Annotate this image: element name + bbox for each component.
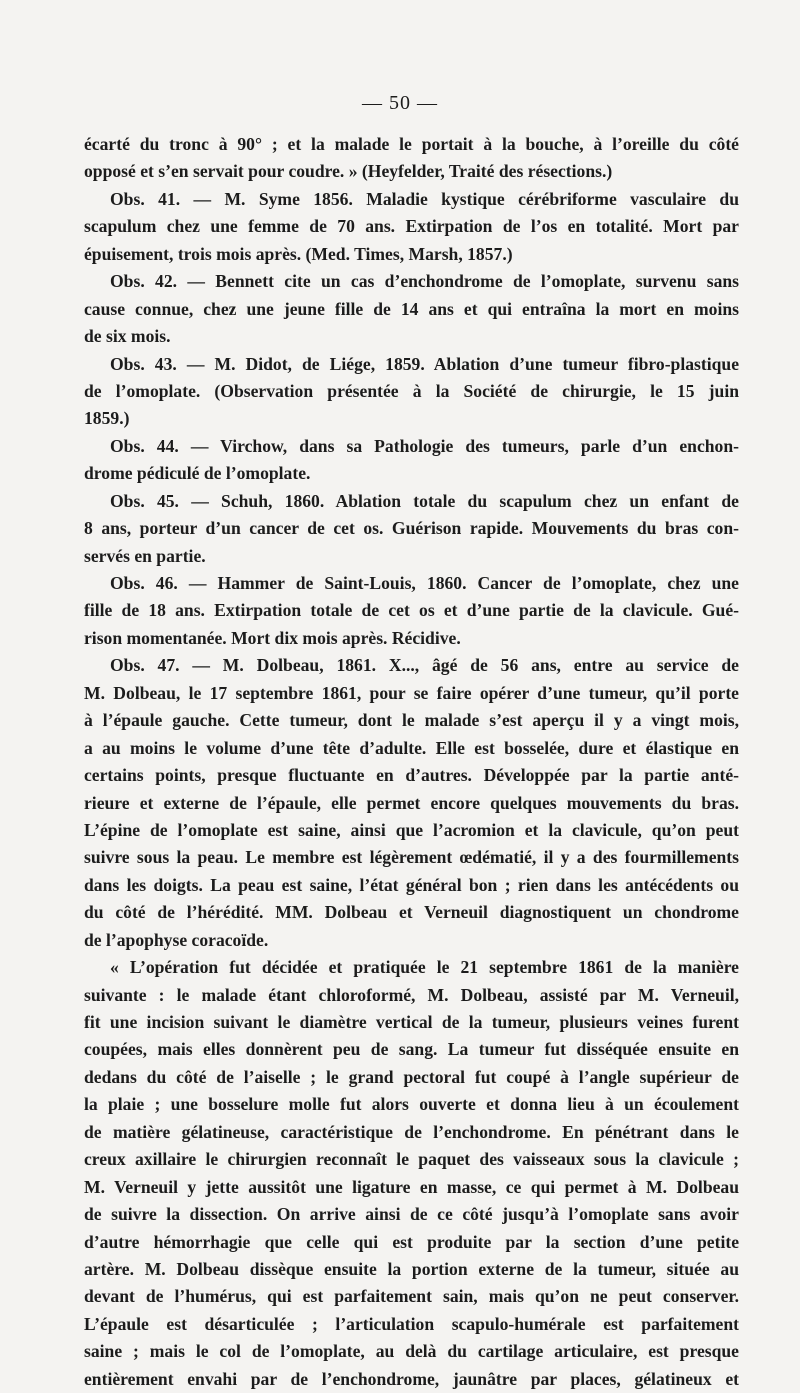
text-line: devant de l’humérus, qui est parfaitement sain, mais qu’on ne peut conserver. [84,1286,739,1307]
text-line: dans les doigts. La peau est saine, l’état général bon ; rien dans les antécédents ou [84,874,739,895]
text-line: servés en partie. [84,545,206,566]
text-line: la plaie ; une bosselure molle fut alors ouverte et donna lieu à un écoulement [84,1094,739,1115]
text-line: « L’opération fut décidée et pratiquée le 21 septembre 1861 de la manière [110,957,739,978]
text-line: Obs. 43. — M. Didot, de Liége, 1859. Ablation d’une tumeur fibro-plastique [110,353,739,374]
text-line: Obs. 45. — Schuh, 1860. Ablation totale du scapulum chez un enfant de [110,490,739,511]
text-line: a au moins le volume d’une tête d’adulte. Elle est bosselée, dure et élastique en [84,737,739,758]
text-line: Obs. 47. — M. Dolbeau, 1861. X..., âgé de 56 ans, entre au service de [110,655,739,676]
text-line: fille de 18 ans. Extirpation totale de cet os et d’une partie de la clavicule. Gué- [84,600,739,621]
text-line: saine ; mais le col de l’omoplate, au delà du cartilage articulaire, est presque [84,1341,739,1362]
text-line: rieure et externe de l’épaule, elle permet encore quelques mouvements du bras. [84,792,739,813]
text-line: du côté de l’hérédité. MM. Dolbeau et Verneuil diagnostiquent un chondrome [84,902,739,923]
text-line: de six mois. [84,326,171,347]
text-line: fit une incision suivant le diamètre vertical de la tumeur, plusieurs veines furent [84,1012,739,1032]
text-line: M. Verneuil y jette aussitôt une ligature en masse, ce qui permet à M. Dolbeau [84,1176,739,1197]
text-line: entièrement envahi par de l’enchondrome, jaunâtre par places, gélatineux et [84,1368,739,1389]
text-line: dedans du côté de l’aiselle ; le grand pectoral fut coupé à l’angle supérieur de [84,1066,739,1087]
text-line: Obs. 41. — M. Syme 1856. Maladie kystique cérébriforme vasculaire du [110,188,739,209]
page-number: — 50 — [362,92,438,114]
text-line: suivante : le malade étant chloroformé, M. Dolbeau, assisté par M. Verneuil, [84,984,739,1005]
text-line: Obs. 46. — Hammer de Saint-Louis, 1860. Cancer de l’omoplate, chez une [110,573,739,593]
text-line: épuisement, trois mois après. (Med. Times, Marsh, 1857.) [84,243,513,264]
text-line: de l’omoplate. (Observation présentée à la Société de chirurgie, le 15 juin [84,380,739,401]
text-line: creux axillaire le chirurgien reconnaît le paquet des vaisseaux sous la clavicule ; [84,1149,739,1170]
text-line: rison momentanée. Mort dix mois après. Récidive. [84,627,461,648]
text-line: opposé et s’en servait pour coudre. » (Heyfelder, Traité des résections.) [84,161,613,182]
text-line: L’épine de l’omoplate est saine, ainsi que l’acromion et la clavicule, qu’on peut [84,819,739,840]
text-line: M. Dolbeau, le 17 septembre 1861, pour se faire opérer d’une tumeur, qu’il porte [84,682,739,703]
text-line: artère. M. Dolbeau dissèque ensuite la portion externe de la tumeur, située au [84,1258,739,1279]
text-line: coupées, mais elles donnèrent peu de sang. La tumeur fut disséquée ensuite en [84,1039,739,1060]
text-line: scapulum chez une femme de 70 ans. Extirpation de l’os en totalité. Mort par [84,216,739,237]
text-line: L’épaule est désarticulée ; l’articulation scapulo-humérale est parfaitement [84,1313,739,1334]
text-line: écarté du tronc à 90° ; et la malade le portait à la bouche, à l’oreille du côté [84,134,739,154]
text-line: de matière gélatineuse, caractéristique de l’enchondrome. En pénétrant dans le [84,1121,739,1142]
body-text [84,131,739,1393]
text-line: drome pédiculé de l’omoplate. [84,463,311,484]
text-line: cause connue, chez une jeune fille de 14 ans et qui entraîna la mort en moins [84,298,739,319]
text-line: certains points, presque fluctuante en d’autres. Développée par la partie anté- [84,765,739,786]
text-line: à l’épaule gauche. Cette tumeur, dont le malade s’est aperçu il y a vingt mois, [84,710,739,731]
text-line: Obs. 42. — Bennett cite un cas d’enchondrome de l’omoplate, survenu sans [110,271,739,292]
text-line: 1859.) [84,408,130,429]
text-line: d’autre hémorrhagie que celle qui est produite par la section d’une petite [84,1231,739,1252]
text-line: suivre sous la peau. Le membre est légèrement œdématié, il y a des fourmillements [84,847,739,868]
text-line: 8 ans, porteur d’un cancer de cet os. Guérison rapide. Mouvements du bras con- [84,518,739,539]
text-line: de l’apophyse coracoïde. [84,929,269,950]
text-line: de suivre la dissection. On arrive ainsi de ce côté jusqu’à l’omoplate sans avoir [84,1204,739,1225]
text-line: Obs. 44. — Virchow, dans sa Pathologie des tumeurs, parle d’un enchon- [110,435,739,456]
